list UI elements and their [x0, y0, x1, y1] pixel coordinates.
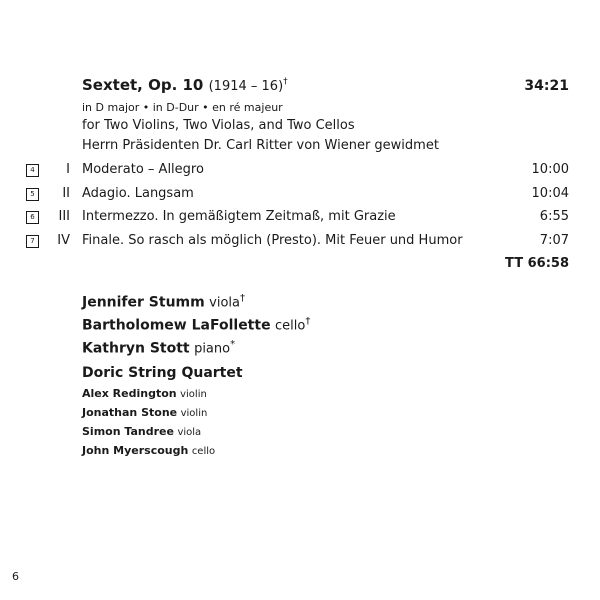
performer	[82, 339, 235, 357]
work-dedication: Herrn Präsidenten Dr. Carl Ritter von Wiener gewidmet	[82, 138, 439, 153]
performer-name: Bartholomew LaFollette	[82, 317, 271, 334]
performer-mark: †	[305, 316, 311, 327]
work-total-duration: 34:21	[524, 78, 569, 94]
performer-role: cello	[275, 318, 306, 334]
performer-name: Jennifer Stumm	[82, 294, 205, 311]
page-number: 6	[12, 570, 19, 583]
total-time: TT 66:58	[505, 256, 569, 271]
work-scoring: for Two Violins, Two Violas, and Two Cellos	[82, 118, 355, 133]
track-title: Adagio. Langsam	[82, 186, 194, 201]
quartet-member	[82, 406, 207, 419]
member-role: violin	[180, 408, 208, 419]
track-title: Finale. So rasch als möglich (Presto). Mit Feuer und Humor	[82, 233, 463, 248]
member-name: Alex Redington	[82, 387, 177, 400]
track-roman: II	[62, 186, 70, 201]
work-years: (1914 – 16)	[208, 79, 284, 94]
quartet-member	[82, 387, 207, 400]
track-number-box: 7	[26, 235, 39, 248]
track-title: Moderato – Allegro	[82, 162, 204, 177]
track-roman: III	[58, 209, 70, 224]
member-role: violin	[180, 389, 207, 400]
track-roman: IV	[57, 233, 70, 248]
member-name: John Myerscough	[82, 444, 189, 457]
performer	[82, 293, 245, 311]
track-title: Intermezzo. In gemäßigtem Zeitmaß, mit Grazie	[82, 209, 396, 224]
member-name: Jonathan Stone	[82, 406, 178, 419]
track-duration: 10:00	[531, 162, 569, 177]
work-key-line: in D major • in D-Dur • en ré majeur	[82, 101, 283, 114]
quartet-name: Doric String Quartet	[82, 365, 243, 381]
performer-mark: †	[240, 293, 246, 304]
track-duration: 6:55	[539, 209, 569, 224]
quartet-member	[82, 444, 215, 457]
track-duration: 7:07	[539, 233, 569, 248]
performer-role: viola	[209, 295, 241, 311]
quartet-member	[82, 425, 201, 438]
performer-mark: *	[230, 339, 236, 350]
performer-role: piano	[194, 341, 231, 357]
member-name: Simon Tandree	[82, 425, 174, 438]
track-number-box: 4	[26, 164, 39, 177]
performer	[82, 316, 310, 334]
track-number-box: 6	[26, 211, 39, 224]
work-title	[82, 76, 288, 94]
track-roman: I	[66, 162, 70, 177]
work-dagger: †	[283, 77, 288, 87]
performer-name: Kathryn Stott	[82, 340, 190, 357]
work-title-text: Sextet, Op. 10	[82, 76, 204, 94]
track-duration: 10:04	[531, 186, 569, 201]
member-role: viola	[177, 427, 202, 438]
member-role: cello	[191, 446, 216, 457]
track-number-box: 5	[26, 188, 39, 201]
